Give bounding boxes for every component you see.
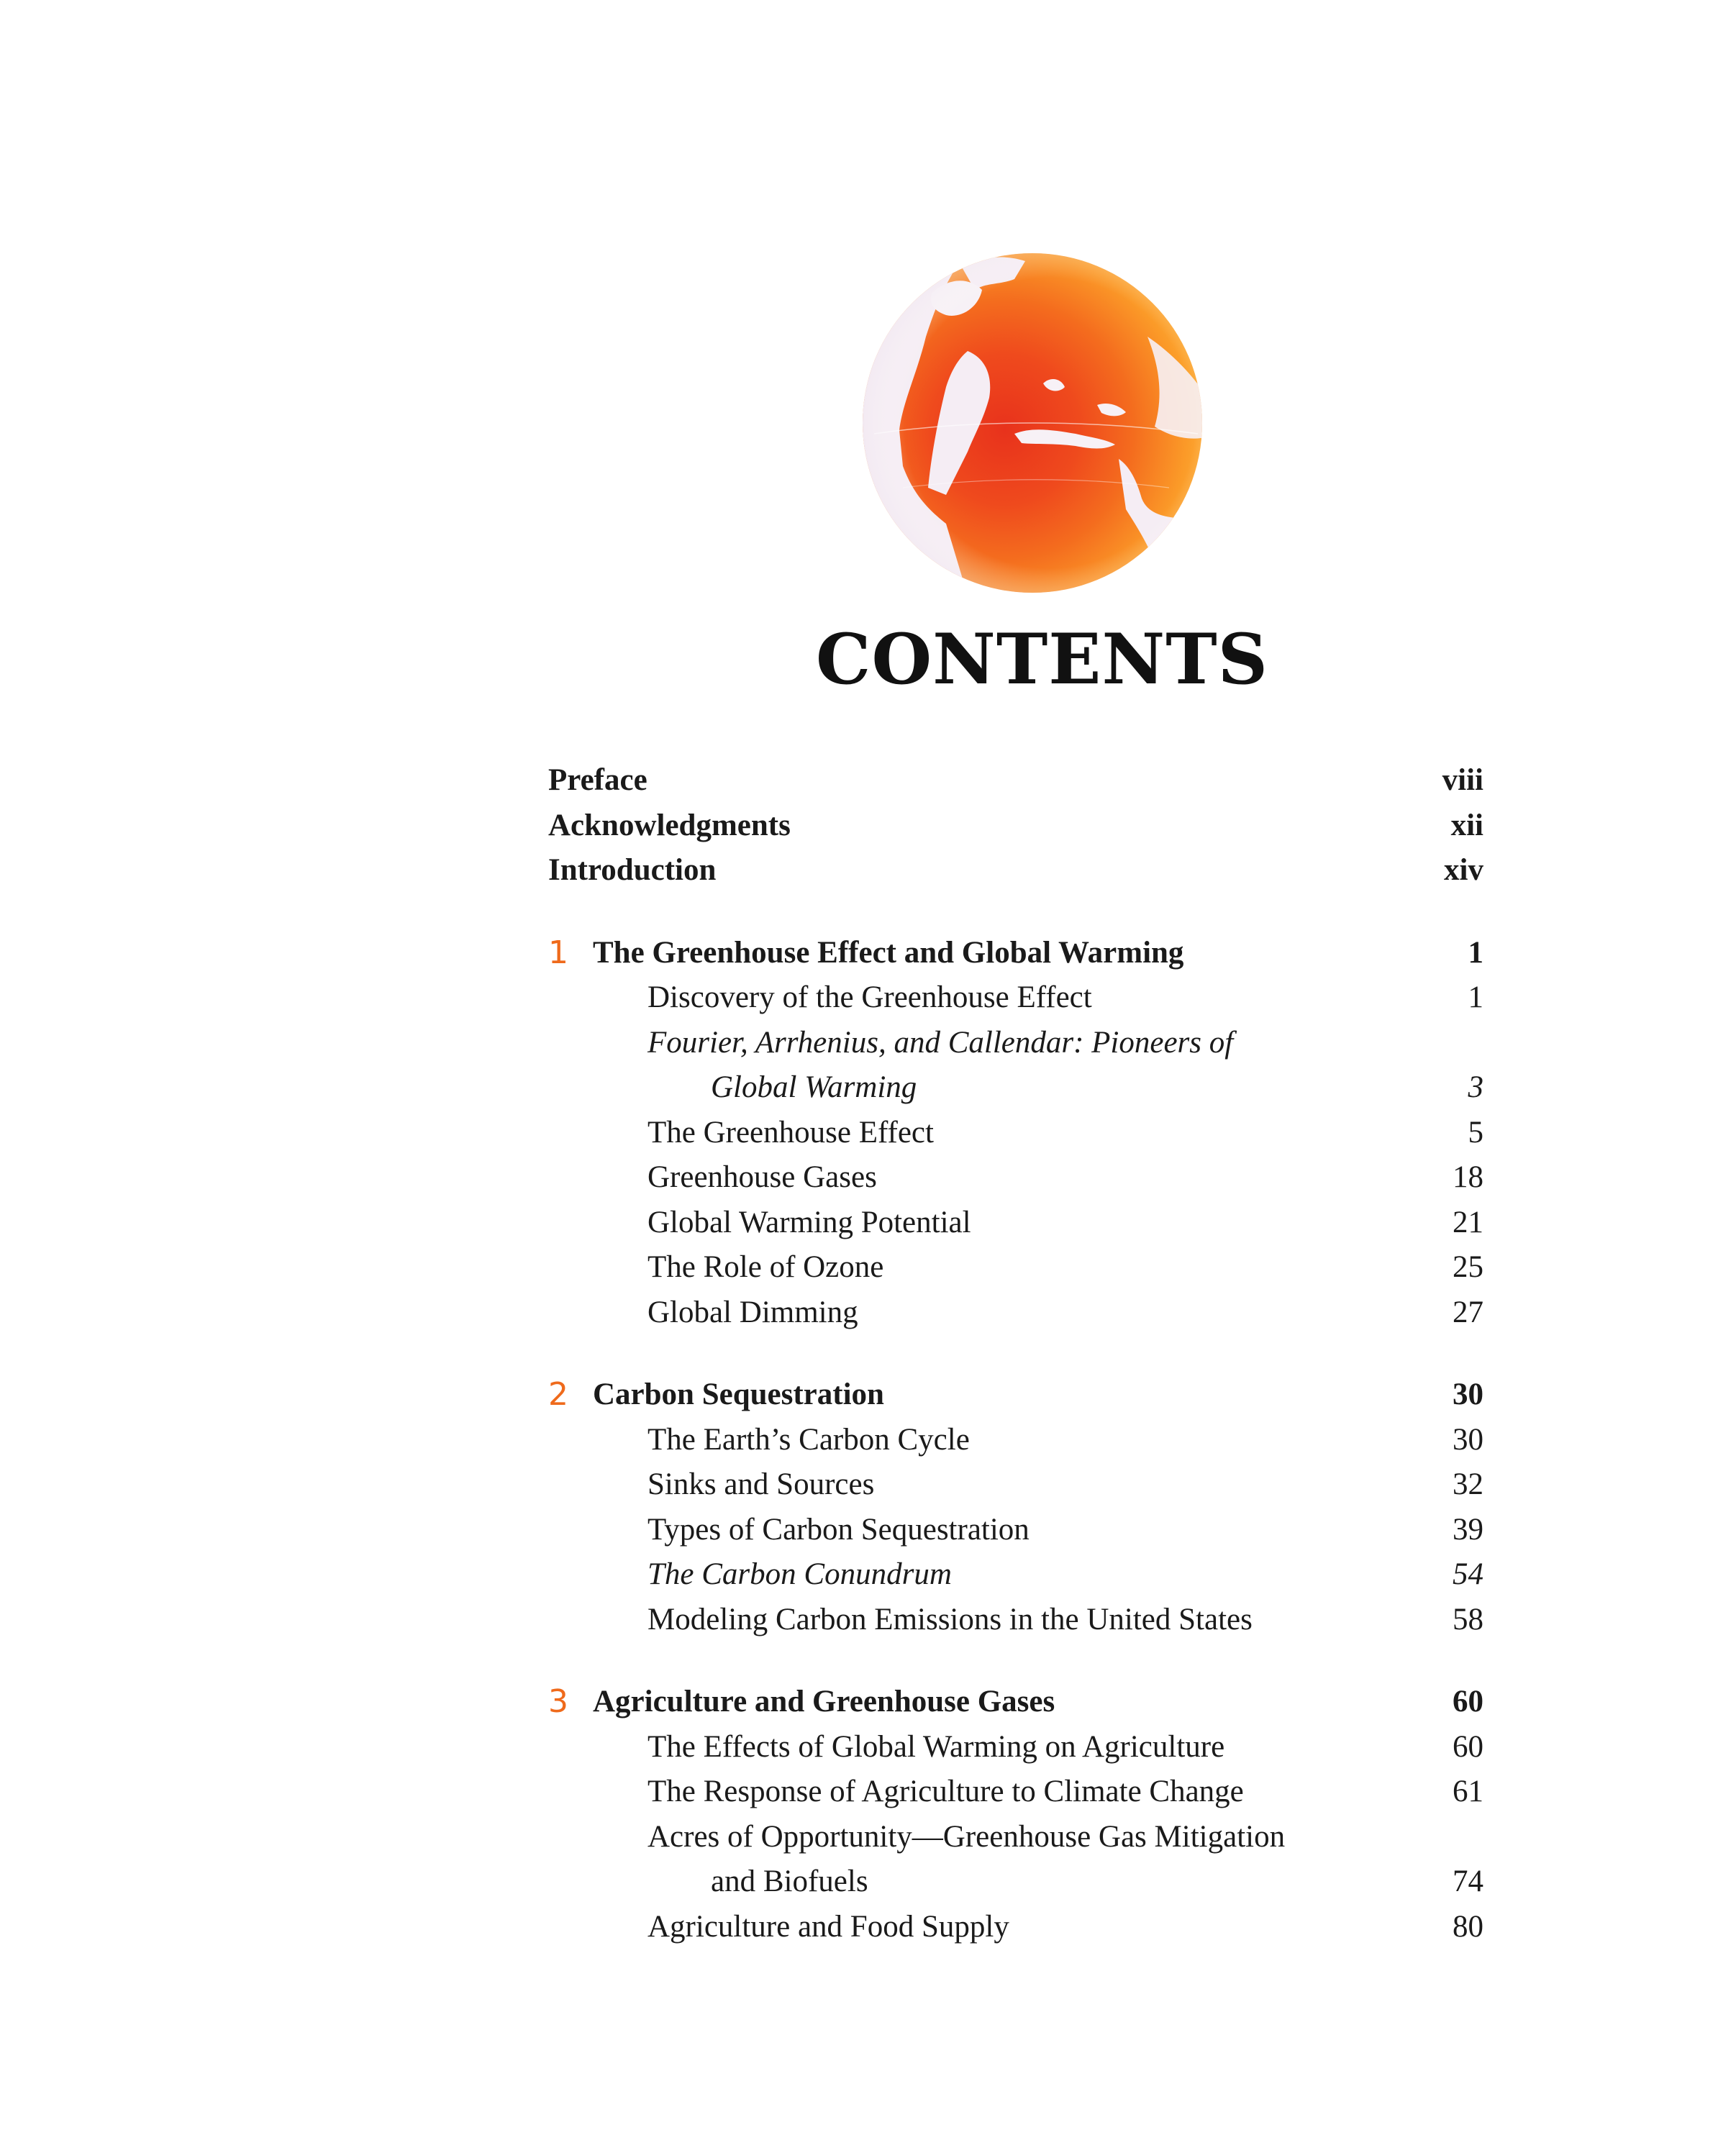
section-page: 25 — [1453, 1250, 1483, 1284]
section-title: Acres of Opportunity—Greenhouse Gas Mitigation — [647, 1819, 1286, 1854]
toc-section[interactable] — [548, 1552, 1483, 1598]
chapter-title: The Greenhouse Effect and Global Warming — [593, 935, 1184, 970]
chapter-heading[interactable] — [548, 1372, 1483, 1418]
section-page: 32 — [1453, 1467, 1483, 1501]
section-page: 18 — [1453, 1160, 1483, 1194]
toc-section[interactable] — [548, 1508, 1483, 1553]
toc-section-continued[interactable] — [548, 1065, 1483, 1111]
section-title: The Role of Ozone — [647, 1250, 884, 1284]
section-page: 30 — [1453, 1422, 1483, 1457]
toc-entry-page: xii — [1450, 808, 1483, 842]
toc-section[interactable] — [548, 1815, 1483, 1860]
section-page: 1 — [1468, 980, 1483, 1014]
section-title-continued: and Biofuels — [711, 1864, 868, 1898]
section-page: 27 — [1453, 1295, 1483, 1329]
section-page: 21 — [1453, 1205, 1483, 1239]
section-title: Modeling Carbon Emissions in the United States — [647, 1602, 1253, 1636]
toc-section[interactable] — [548, 1905, 1483, 1950]
section-page: 54 — [1453, 1557, 1483, 1591]
section-title-continued: Global Warming — [711, 1070, 917, 1104]
toc-entry[interactable] — [548, 803, 1483, 849]
chapter-heading[interactable] — [548, 931, 1483, 976]
section-page: 80 — [1453, 1909, 1483, 1944]
section-title: Fourier, Arrhenius, and Callendar: Pioneers of — [647, 1025, 1234, 1060]
table-of-contents — [548, 758, 1483, 1949]
toc-section[interactable] — [548, 1725, 1483, 1770]
section-page: 61 — [1453, 1775, 1483, 1808]
section-title: The Greenhouse Effect — [647, 1115, 934, 1149]
toc-section[interactable] — [548, 1290, 1483, 1336]
toc-section[interactable] — [548, 1201, 1483, 1246]
section-title: The Effects of Global Warming on Agriculture — [647, 1729, 1225, 1764]
chapter-title: Agriculture and Greenhouse Gases — [593, 1685, 1055, 1718]
globe-illustration — [860, 250, 1205, 596]
toc-section[interactable] — [548, 975, 1483, 1021]
chapter-number: 2 — [548, 1376, 568, 1413]
toc-section[interactable] — [548, 1418, 1483, 1463]
toc-entry[interactable] — [548, 848, 1483, 893]
chapter-number: 1 — [548, 934, 568, 971]
toc-section[interactable] — [548, 1021, 1483, 1066]
section-title: Agriculture and Food Supply — [647, 1909, 1009, 1944]
section-page: 3 — [1468, 1070, 1483, 1104]
toc-section[interactable] — [548, 1245, 1483, 1290]
toc-section[interactable] — [548, 1462, 1483, 1508]
section-page: 39 — [1453, 1512, 1483, 1547]
section-page: 74 — [1453, 1864, 1483, 1898]
chapter-heading[interactable] — [548, 1680, 1483, 1725]
chapter-title: Carbon Sequestration — [593, 1378, 884, 1411]
chapter-page: 60 — [1453, 1685, 1483, 1718]
toc-entry-title: Acknowledgments — [548, 808, 791, 842]
section-title: The Earth’s Carbon Cycle — [647, 1422, 970, 1457]
section-title: The Carbon Conundrum — [647, 1557, 952, 1591]
chapter-page: 1 — [1468, 935, 1483, 970]
section-title: The Response of Agriculture to Climate Change — [647, 1775, 1244, 1808]
toc-entry-page: xiv — [1444, 853, 1483, 887]
toc-section[interactable] — [548, 1155, 1483, 1201]
toc-section[interactable] — [548, 1111, 1483, 1156]
toc-section-continued[interactable] — [548, 1859, 1483, 1905]
section-page: 60 — [1453, 1729, 1483, 1764]
toc-entry-title: Introduction — [548, 853, 717, 887]
toc-entry-page: viii — [1442, 763, 1483, 797]
toc-entry[interactable] — [548, 758, 1483, 803]
toc-section[interactable] — [548, 1598, 1483, 1643]
section-title: Sinks and Sources — [647, 1467, 875, 1501]
section-title: Greenhouse Gases — [647, 1160, 877, 1194]
chapter-page: 30 — [1453, 1378, 1483, 1411]
section-page: 5 — [1468, 1115, 1483, 1149]
section-title: Global Warming Potential — [647, 1205, 971, 1239]
toc-section[interactable] — [548, 1770, 1483, 1815]
toc-entry-title: Preface — [548, 763, 647, 797]
section-title: Types of Carbon Sequestration — [647, 1512, 1030, 1547]
page-title: CONTENTS — [816, 619, 1268, 700]
section-title: Global Dimming — [647, 1295, 858, 1329]
section-title: Discovery of the Greenhouse Effect — [647, 980, 1092, 1014]
chapter-number: 3 — [548, 1683, 568, 1720]
section-page: 58 — [1453, 1602, 1483, 1636]
